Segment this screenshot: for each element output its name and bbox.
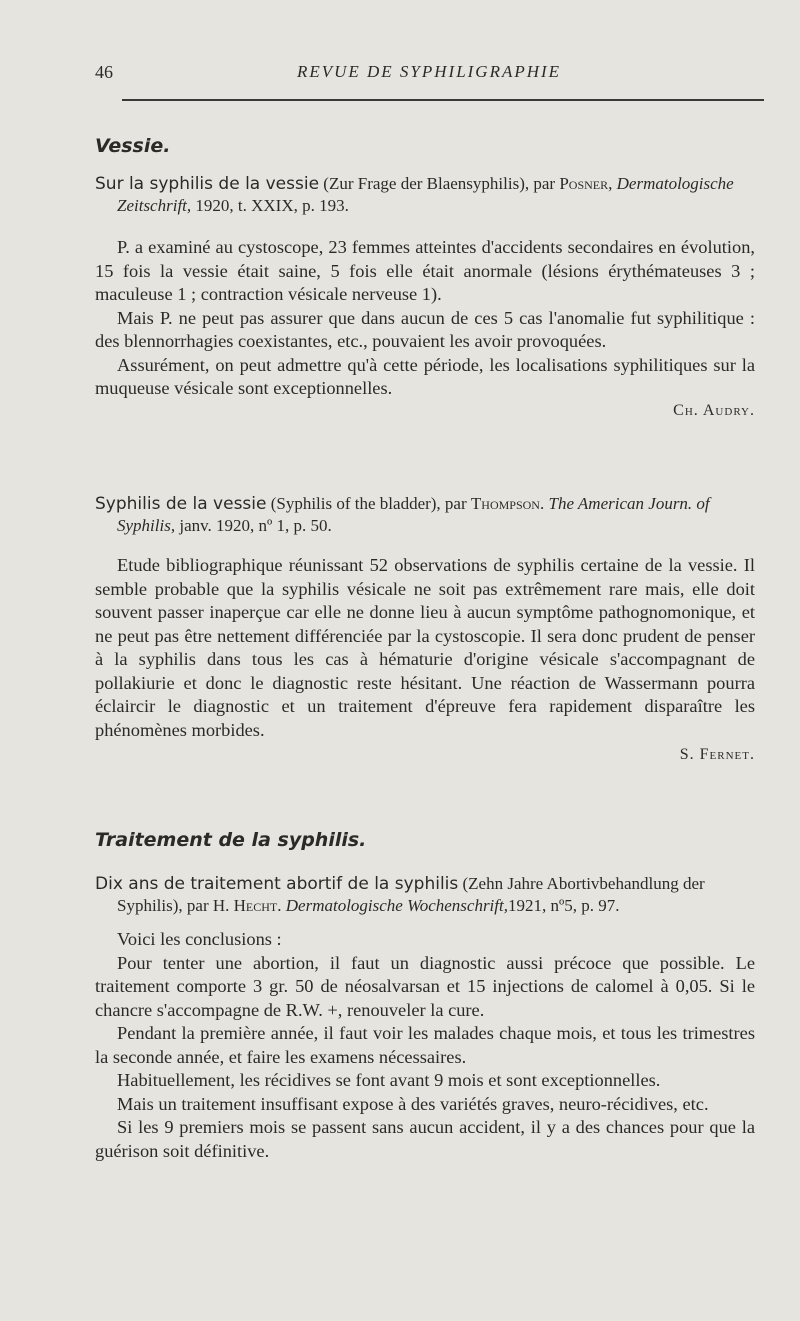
paragraph: Pendant la première année, il faut voir les malades chaque mois, et tous les trimestres la seconde année, et faire les examens nécessaires. bbox=[95, 1023, 755, 1067]
journal-name: The American Journ. of Syphilis, bbox=[117, 494, 710, 535]
paragraph: Si les 9 premiers mois se passent sans aucun accident, il y a des chances pour que la guérison soit définitive. bbox=[95, 1117, 755, 1161]
article-title: Syphilis de la vessie bbox=[95, 494, 267, 514]
page-header bbox=[95, 62, 763, 88]
article-title: Dix ans de traitement abortif de la syphilis bbox=[95, 874, 459, 894]
reference-details: 1921, nº5, p. 97. bbox=[507, 896, 620, 915]
paragraph: Mais un traitement insuffisant expose à des variétés graves, neuro-récidives, etc. bbox=[117, 1093, 709, 1114]
paragraph: Assurément, on peut admettre qu'à cette période, les localisations syphilitiques sur la muqueuse vésicale sont exceptionnelles. bbox=[95, 354, 755, 398]
article-thompson bbox=[95, 493, 755, 764]
paragraph: P. a examiné au cystoscope, 23 femmes atteintes d'accidents secondaires en évolution, 15 fois la vessie était saine, 5 fois elle était anormale (lésions érythémateuses 3 ; maculeuse 1 ; contraction vésicale nerveuse 1). bbox=[95, 237, 755, 304]
signature: Ch. Audry. bbox=[673, 401, 755, 419]
article-reference bbox=[95, 173, 755, 216]
paragraph: Mais P. ne peut pas assurer que dans aucun de ces 5 cas l'anomalie fut syphilitique : des blennorrhagies coexistantes, etc., pouvaient les avoir provoquées. bbox=[95, 307, 755, 351]
reference-details: 1920, t. XXIX, p. 193. bbox=[191, 196, 349, 215]
article-body bbox=[95, 554, 755, 742]
header-rule bbox=[122, 99, 764, 101]
signature: S. Fernet. bbox=[679, 746, 755, 763]
reference-details: janv. 1920, nº 1, p. 50. bbox=[175, 516, 332, 535]
article-body bbox=[95, 928, 755, 1163]
reference-text: (Zehn Jahre Abortivbehandlung der Syphilis), par H. bbox=[117, 874, 705, 915]
paragraph: Voici les conclusions : bbox=[117, 929, 282, 949]
reference-text: (Syphilis of the bladder), par bbox=[266, 494, 471, 513]
section-heading-vessie: Vessie. bbox=[95, 135, 171, 157]
article-title: Sur la syphilis de la vessie bbox=[95, 174, 320, 194]
paragraph: Etude bibliographique réunissant 52 observations de syphilis certaine de la vessie. Il semble probable que la syphilis vésicale ne soit pas extrêmement rare mais, elle doit souvent passer inaperçue car elle ne donne lieu à aucun symptôme pathognomonique, et ne peut pas être nettement différenciée par la cystoscopie. Il sera donc prudent de penser à la syphilis dans tous les cas à hématurie d'origine vésicale s'accompagnant de pollakiurie et donc le diagnostic reste hésitant. Une réaction de Wassermann pourra éclaircir le diagnostic et un traitement d'épreuve fera rapidement disparaître les phénomènes morbides. bbox=[95, 555, 755, 740]
article-hecht bbox=[95, 873, 755, 1163]
author-name: Posner, bbox=[559, 174, 613, 193]
article-reference bbox=[95, 873, 755, 916]
author-name: Hecht. bbox=[233, 896, 282, 915]
article-reference bbox=[95, 493, 755, 536]
article-body bbox=[95, 236, 755, 401]
paragraph: Pour tenter une abortion, il faut un diagnostic aussi précoce que possible. Le traitement comporte 3 gr. 50 de néosalvarsan et 15 injections de calomel à 0,05. Si le chancre s'accompagne de R.W. +, renouveler la cure. bbox=[95, 952, 755, 1020]
page-number: 46 bbox=[95, 62, 113, 82]
section-heading-traitement: Traitement de la syphilis. bbox=[95, 829, 367, 851]
article-posner bbox=[95, 173, 755, 420]
paragraph: Habituellement, les récidives se font avant 9 mois et sont exceptionnelles. bbox=[117, 1070, 661, 1090]
journal-name: Dermatologische Wochenschrift, bbox=[285, 896, 508, 915]
running-title: REVUE DE SYPHILIGRAPHIE bbox=[296, 62, 562, 81]
journal-name: Dermatologische Zeitschrift, bbox=[117, 174, 734, 215]
author-name: Thompson. bbox=[470, 494, 545, 513]
reference-text: (Zur Frage der Blaensyphilis), par bbox=[319, 174, 560, 193]
